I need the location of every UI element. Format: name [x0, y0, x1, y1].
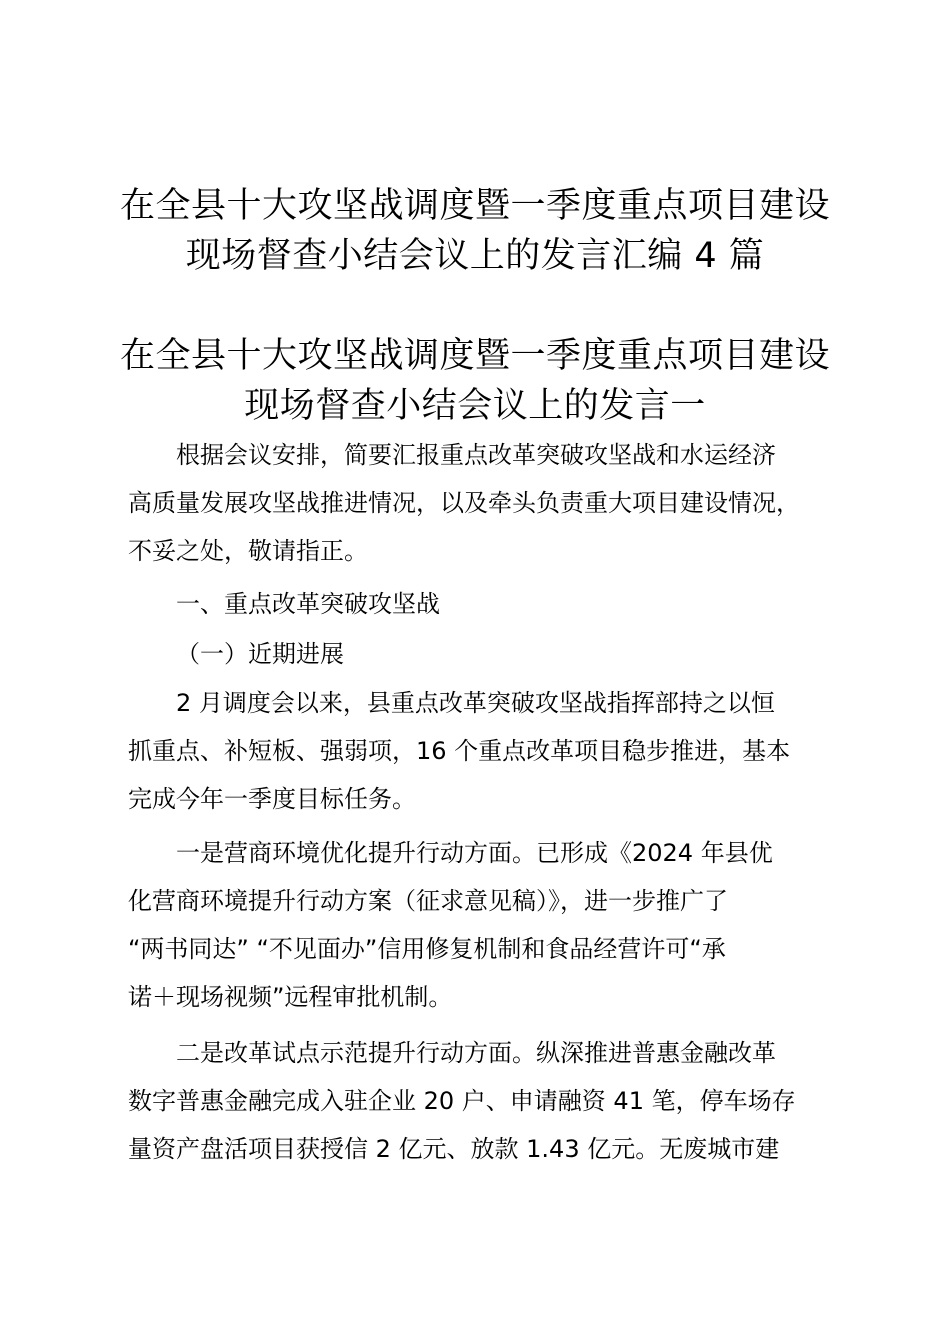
paragraph-line: 根据会议安排，简要汇报重点改革突破攻坚战和水运经济	[176, 441, 776, 469]
title-line: 在全县十大攻坚战调度暨一季度重点项目建设	[119, 186, 830, 226]
paragraph-line: 数字普惠金融完成入驻企业 20 户、申请融资 41 笔，停车场存	[128, 1087, 796, 1115]
paragraph-line: 抓重点、补短板、强弱项，16 个重点改革项目稳步推进，基本	[128, 737, 791, 765]
paragraph-line: 2 月调度会以来，县重点改革突破攻坚战指挥部持之以恒	[176, 689, 775, 717]
paragraph-line: 二是改革试点示范提升行动方面。纵深推进普惠金融改革	[176, 1039, 776, 1067]
paragraph-line: 诺＋现场视频”远程审批机制。	[128, 983, 453, 1011]
intro-paragraph	[128, 431, 858, 575]
section-title	[100, 331, 850, 431]
section-title-line: 现场督查小结会议上的发言一	[244, 386, 706, 426]
pilot-reform-paragraph	[128, 1029, 858, 1173]
heading-level-1	[128, 580, 858, 628]
paragraph-line: 不妥之处，敬请指正。	[128, 537, 368, 565]
title-line: 现场督查小结会议上的发言汇编 4 篇	[185, 236, 765, 276]
paragraph-line: 化营商环境提升行动方案（征求意见稿）》，进一步推广了	[128, 887, 728, 915]
heading-line: 一、重点改革突破攻坚战	[176, 590, 440, 618]
paragraph-line: 完成今年一季度目标任务。	[128, 785, 416, 813]
paragraph-line: 量资产盘活项目获授信 2 亿元、放款 1.43 亿元。无废城市建	[128, 1135, 780, 1163]
heading-line: （一）近期进展	[176, 640, 344, 668]
section-title-line: 在全县十大攻坚战调度暨一季度重点项目建设	[119, 336, 830, 376]
paragraph-line: 高质量发展攻坚战推进情况，以及牵头负责重大项目建设情况，	[128, 489, 800, 517]
paragraph-line: 一是营商环境优化提升行动方面。已形成《2024 年县优	[176, 839, 773, 867]
document-title	[100, 181, 850, 281]
paragraph-line: “两书同达” “不见面办”信用修复机制和食品经营许可“承	[128, 935, 726, 963]
heading-level-2	[128, 630, 858, 678]
business-environment-paragraph	[128, 829, 858, 1021]
progress-paragraph	[128, 679, 858, 823]
